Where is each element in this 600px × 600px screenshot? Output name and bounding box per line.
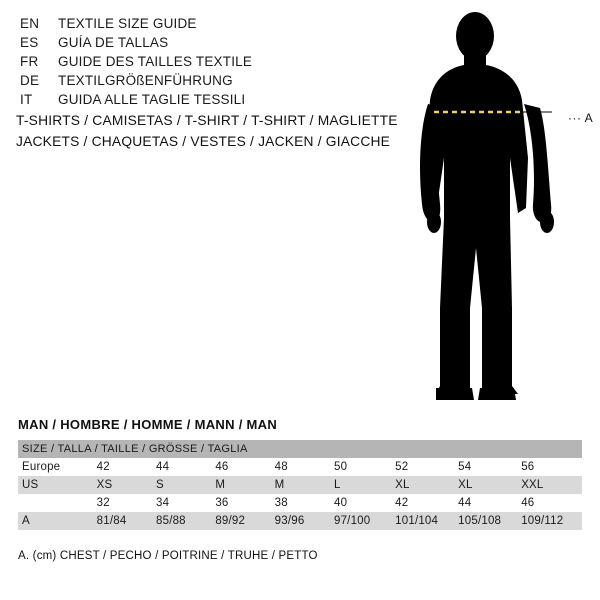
cell: 50 [332,458,393,476]
language-row [20,54,400,73]
measure-label-a [568,111,593,125]
row-label: US [18,476,95,494]
table-section-title: MAN / HOMBRE / HOMME / MANN / MAN [18,417,278,432]
cell: XXL [519,476,582,494]
language-code: DE [20,73,40,88]
cell: M [273,476,332,494]
cell: 89/92 [213,512,272,530]
table-header-row [18,440,582,458]
row-label: Europe [18,458,95,476]
cell: 109/112 [519,512,582,530]
cell: 44 [456,494,519,512]
language-list [20,16,400,111]
language-code: ES [20,35,39,50]
cell: 40 [332,494,393,512]
table-row [18,458,582,476]
language-row [20,35,400,54]
garment-category-jackets: JACKETS / CHAQUETAS / VESTES / JACKEN / GIACCHE [16,134,391,149]
table-row [18,476,582,494]
cell: XL [456,476,519,494]
cell: 46 [213,458,272,476]
garment-category-list [16,110,416,152]
cell: M [213,476,272,494]
language-title: GUIDE DES TAILLES TEXTILE [58,54,253,69]
cell: 42 [393,494,456,512]
cell: 85/88 [154,512,213,530]
cell: 97/100 [332,512,393,530]
cell: 56 [519,458,582,476]
language-code: IT [20,92,33,107]
cell: 105/108 [456,512,519,530]
table-row [18,494,582,512]
row-label: A [18,512,95,530]
cell: XS [95,476,154,494]
table-row [18,512,582,530]
language-title: TEXTILGRÖßENFÜHRUNG [58,73,233,88]
measure-dots: ··· [568,111,582,125]
measure-letter: A [584,111,594,125]
language-row [20,16,400,35]
cell: L [332,476,393,494]
cell: S [154,476,213,494]
male-silhouette-icon [400,8,600,408]
cell: XL [393,476,456,494]
language-code: FR [20,54,39,69]
cell: 52 [393,458,456,476]
language-code: EN [20,16,40,31]
table-footnote: A. (cm) CHEST / PECHO / POITRINE / TRUHE / PETTO [18,550,318,562]
cell: 42 [95,458,154,476]
body-figure [400,8,600,408]
garment-category-tshirts: T-SHIRTS / CAMISETAS / T-SHIRT / T-SHIRT / MAGLIETTE [16,113,398,128]
cell: 44 [154,458,213,476]
cell: 81/84 [95,512,154,530]
cell: 48 [273,458,332,476]
cell: 38 [273,494,332,512]
size-table [18,440,582,530]
language-row [20,92,400,111]
language-title: TEXTILE SIZE GUIDE [58,16,197,31]
cell: 101/104 [393,512,456,530]
table-header-label: SIZE / TALLA / TAILLE / GRÖSSE / TAGLIA [18,440,582,458]
language-row [20,73,400,92]
language-title: GUIDA ALLE TAGLIE TESSILI [58,92,246,107]
language-title: GUÍA DE TALLAS [58,35,169,50]
cell: 93/96 [273,512,332,530]
cell: 54 [456,458,519,476]
cell: 34 [154,494,213,512]
cell: 36 [213,494,272,512]
row-label [18,494,95,512]
cell: 46 [519,494,582,512]
cell: 32 [95,494,154,512]
